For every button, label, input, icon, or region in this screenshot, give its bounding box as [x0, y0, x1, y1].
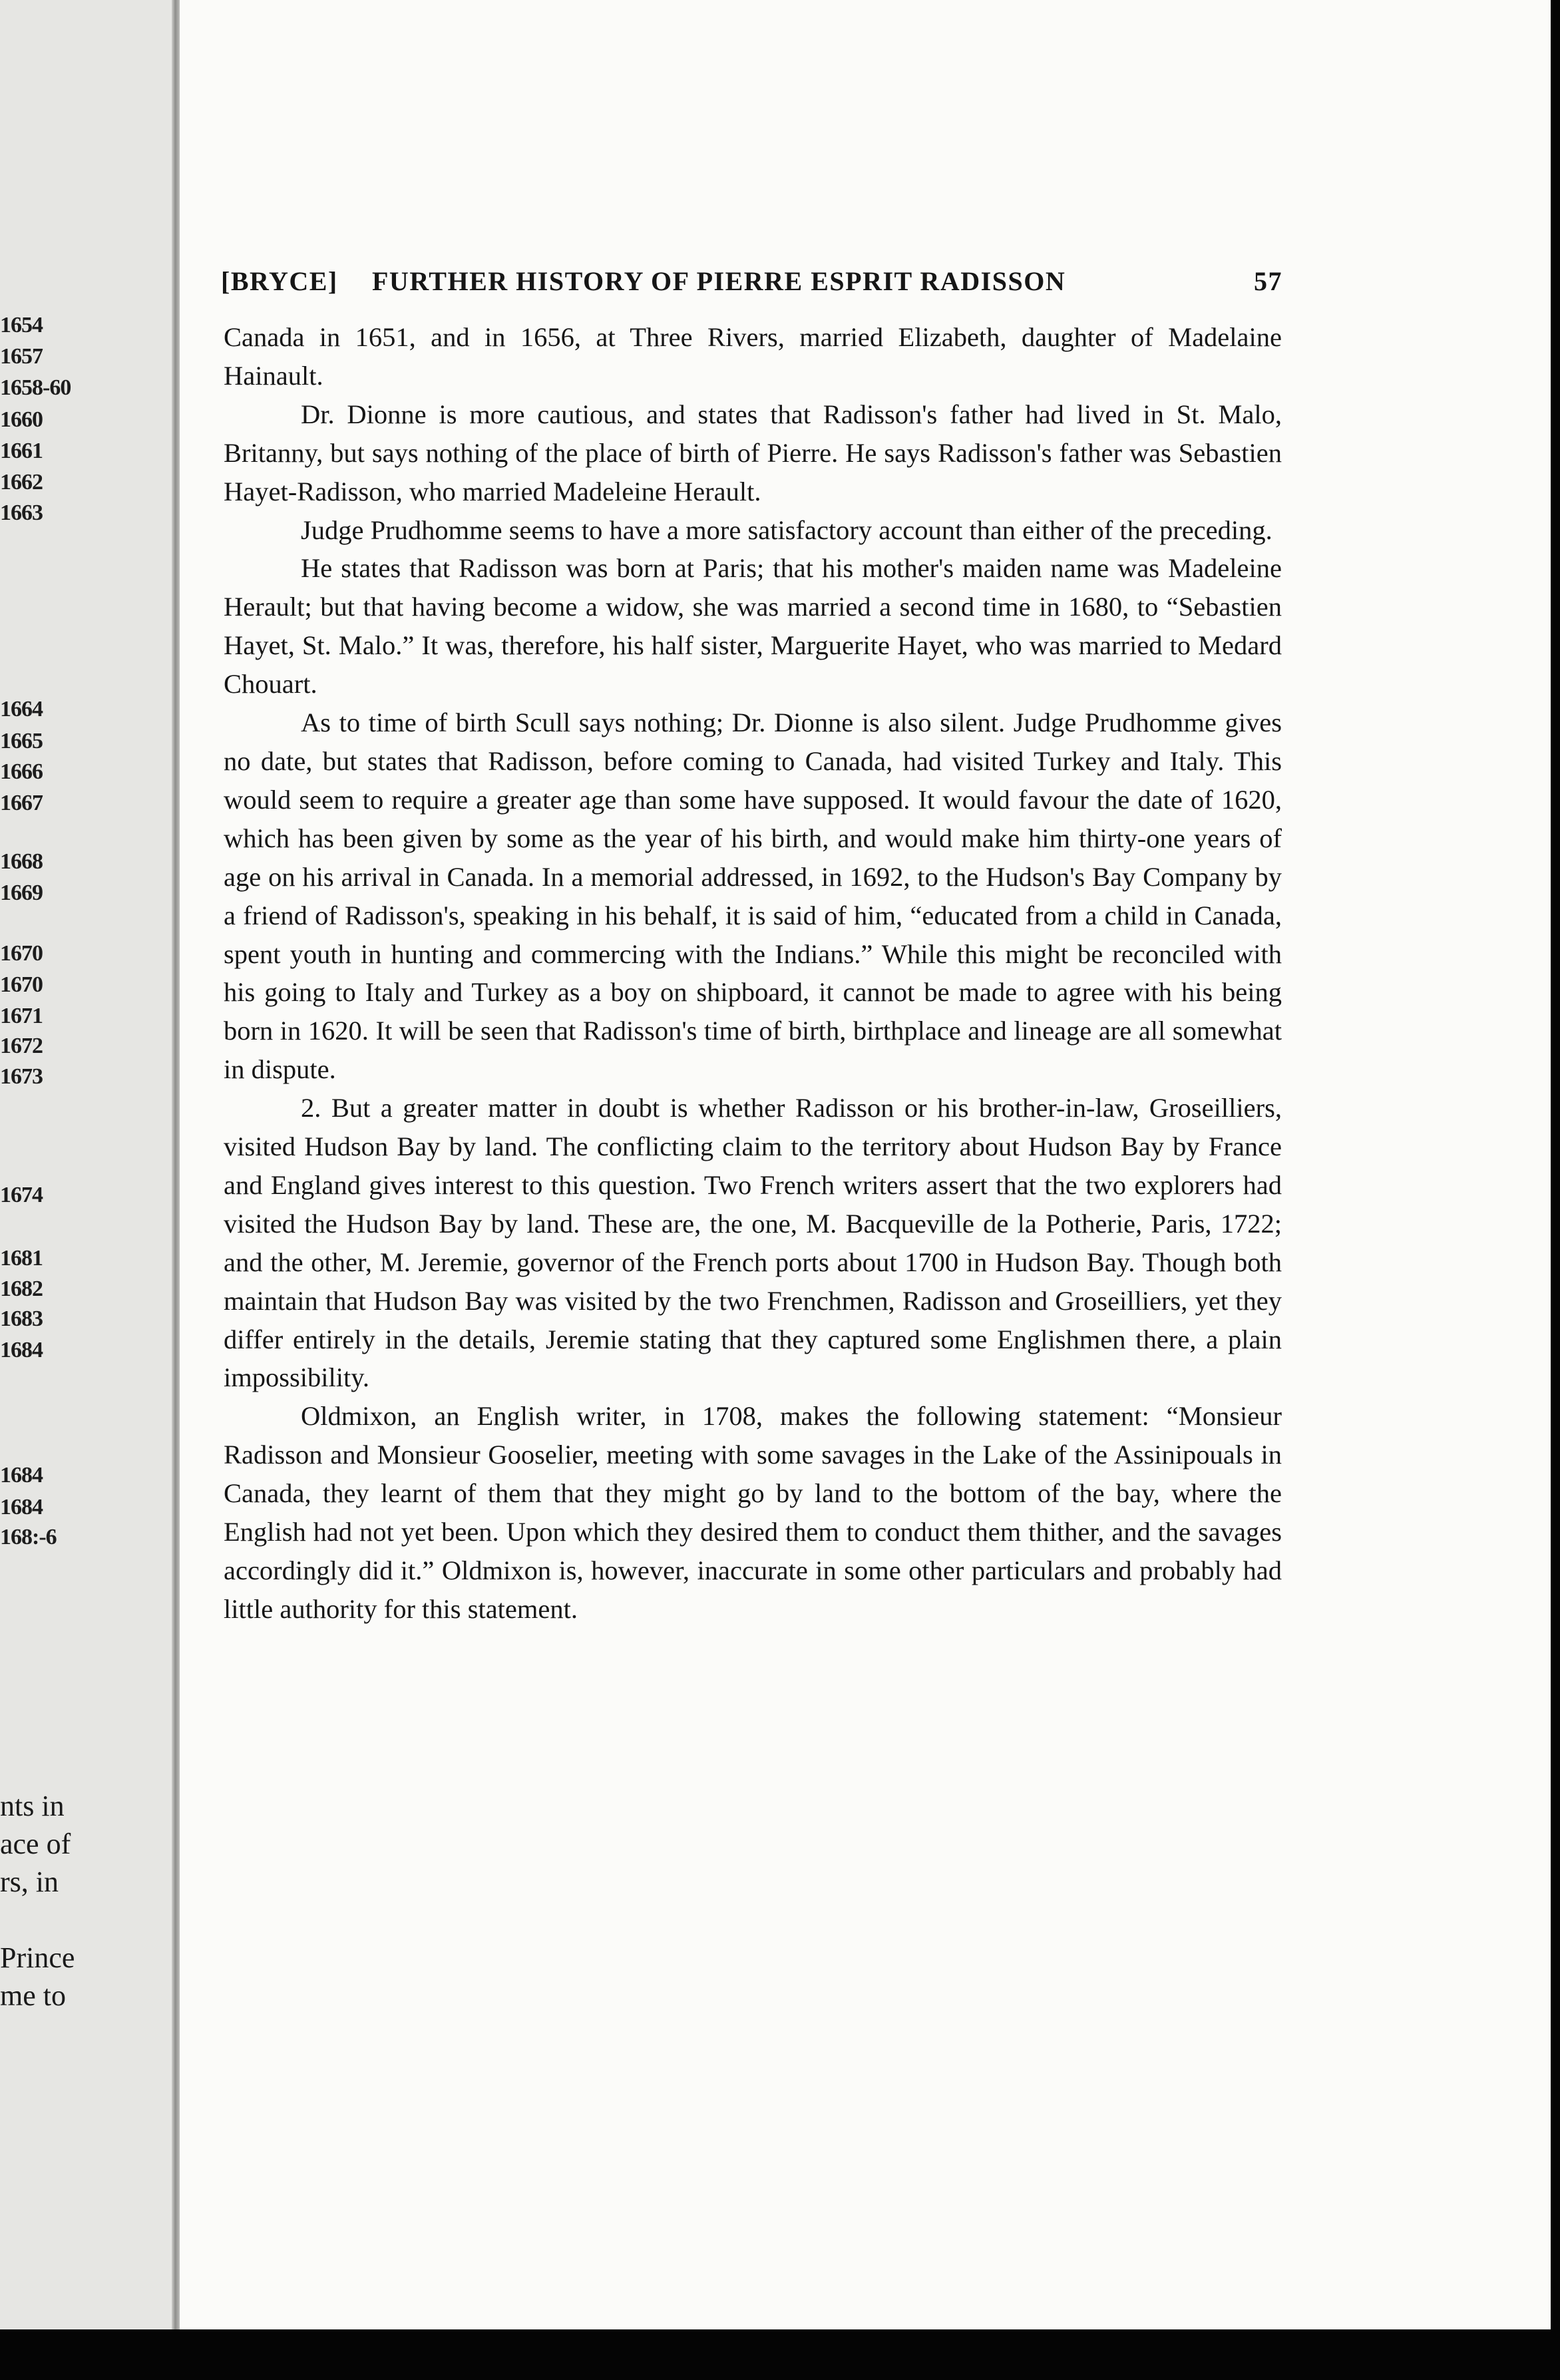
margin-year: 1657	[0, 344, 43, 369]
margin-year: 1672	[0, 1034, 43, 1058]
margin-year: 1682	[0, 1277, 43, 1301]
margin-year: 1658-60	[0, 375, 71, 400]
margin-year: 1670	[0, 972, 43, 997]
margin-year: 1662	[0, 470, 43, 495]
running-header	[221, 263, 1282, 300]
header-title: FURTHER HISTORY OF PIERRE ESPRIT RADISSON	[372, 266, 1066, 296]
margin-text-fragment: me to	[0, 1979, 66, 2012]
margin-year: 1684	[0, 1463, 43, 1487]
paragraph: Judge Prudhomme seems to have a more satisfactory account than either of the preceding.	[301, 514, 1272, 545]
paragraph: He states that Radisson was born at Paris; that his mother's maiden name was Madeleine Herault; but that having become a widow, she was married a second time in 1680, to “Sebastien Hayet, St. Malo.” It was, therefore, his half sister, Marguerite Hayet, who was married to Medard Chouart.	[224, 553, 1282, 699]
paragraph: Dr. Dionne is more cautious, and states that Radisson's father had lived in St. Malo, Britanny, but says nothing of the place of birth of Pierre. He says Radisson's father was Sebastien Hayet-Radisson, who married Madeleine Herault.	[224, 399, 1282, 506]
previous-page-edge	[0, 0, 174, 2380]
margin-year: 168:-6	[0, 1525, 57, 1549]
margin-year: 1665	[0, 729, 43, 753]
margin-year: 1667	[0, 791, 43, 815]
margin-year: 1674	[0, 1183, 43, 1207]
paragraph: As to time of birth Scull says nothing; Dr. Dionne is also silent. Judge Prudhomme gives no date, but states that Radisson, before coming to Canada, had visited Turkey and Italy. This would seem to require a greater age than some have supposed. It would favour the date of 1620, which has been given by some as the year of his birth, and would make him thirty-one years of age on his arrival in Canada. In a memorial addressed, in 1692, to the Hudson's Bay Company by a friend of Radisson's, speaking in his behalf, it is said of him, “educated from a child in Canada, spent youth in hunting and commercing with the Indians.” While this might be reconciled with his going to Italy and Turkey as a boy on shipboard, it cannot be made to agree with his being born in 1620. It will be seen that Radisson's time of birth, birthplace and lineage are all somewhat in dispute.	[224, 707, 1282, 1085]
margin-year: 1673	[0, 1064, 43, 1089]
paragraph: 2. But a greater matter in doubt is whether Radisson or his brother-in-law, Groseilliers, visited Hudson Bay by land. The conflicting claim to the territory about Hudson Bay by France and England gives interest to this question. Two French writers assert that the two explorers had visited the Hudson Bay by land. These are, the one, M. Bacqueville de la Potherie, Paris, 1722; and the other, M. Jeremie, governor of the French ports about 1700 in Hudson Bay. Though both maintain that Hudson Bay was visited by the two Frenchmen, Radisson and Groseilliers, yet they differ entirely in the details, Jeremie stating that they captured some Englishmen there, a plain impossibility.	[224, 1093, 1282, 1393]
margin-year: 1664	[0, 697, 43, 721]
scan-border-right	[1551, 0, 1560, 2380]
page-number: 57	[1254, 266, 1282, 296]
margin-year: 1660	[0, 407, 43, 432]
margin-text-fragment: nts in	[0, 1790, 65, 1822]
margin-year: 1654	[0, 313, 43, 337]
margin-text-fragment: Prince	[0, 1941, 75, 1974]
book-gutter	[172, 0, 180, 2380]
margin-year: 1663	[0, 500, 43, 525]
header-author: [BRYCE]	[221, 266, 338, 296]
margin-year: 1681	[0, 1246, 43, 1271]
margin-year: 1668	[0, 849, 43, 874]
margin-year: 1684	[0, 1495, 43, 1519]
margin-year: 1683	[0, 1306, 43, 1331]
margin-text-fragment: rs, in	[0, 1866, 59, 1898]
scan-border-bottom	[0, 2329, 1560, 2380]
body-text	[224, 318, 1282, 1629]
margin-year: 1684	[0, 1338, 43, 1362]
margin-year: 1661	[0, 439, 43, 463]
margin-year: 1670	[0, 941, 43, 966]
margin-year: 1669	[0, 881, 43, 905]
margin-year: 1666	[0, 759, 43, 784]
paragraph: Oldmixon, an English writer, in 1708, makes the following statement: “Monsieur Radisson and Monsieur Gooselier, meeting with some savages in the Lake of the Assinipouals in Canada, they learnt of them that they might go by land to the bottom of the bay, where the English had not yet been. Upon which they desired them to conduct them thither, and the savages accordingly did it.” Oldmixon is, however, inaccurate in some other particulars and probably had little authority for this statement.	[224, 1401, 1282, 1624]
margin-text-fragment: ace of	[0, 1828, 71, 1860]
margin-year: 1671	[0, 1004, 43, 1028]
paragraph: Canada in 1651, and in 1656, at Three Rivers, married Elizabeth, daughter of Madelaine Hainault.	[224, 322, 1282, 391]
